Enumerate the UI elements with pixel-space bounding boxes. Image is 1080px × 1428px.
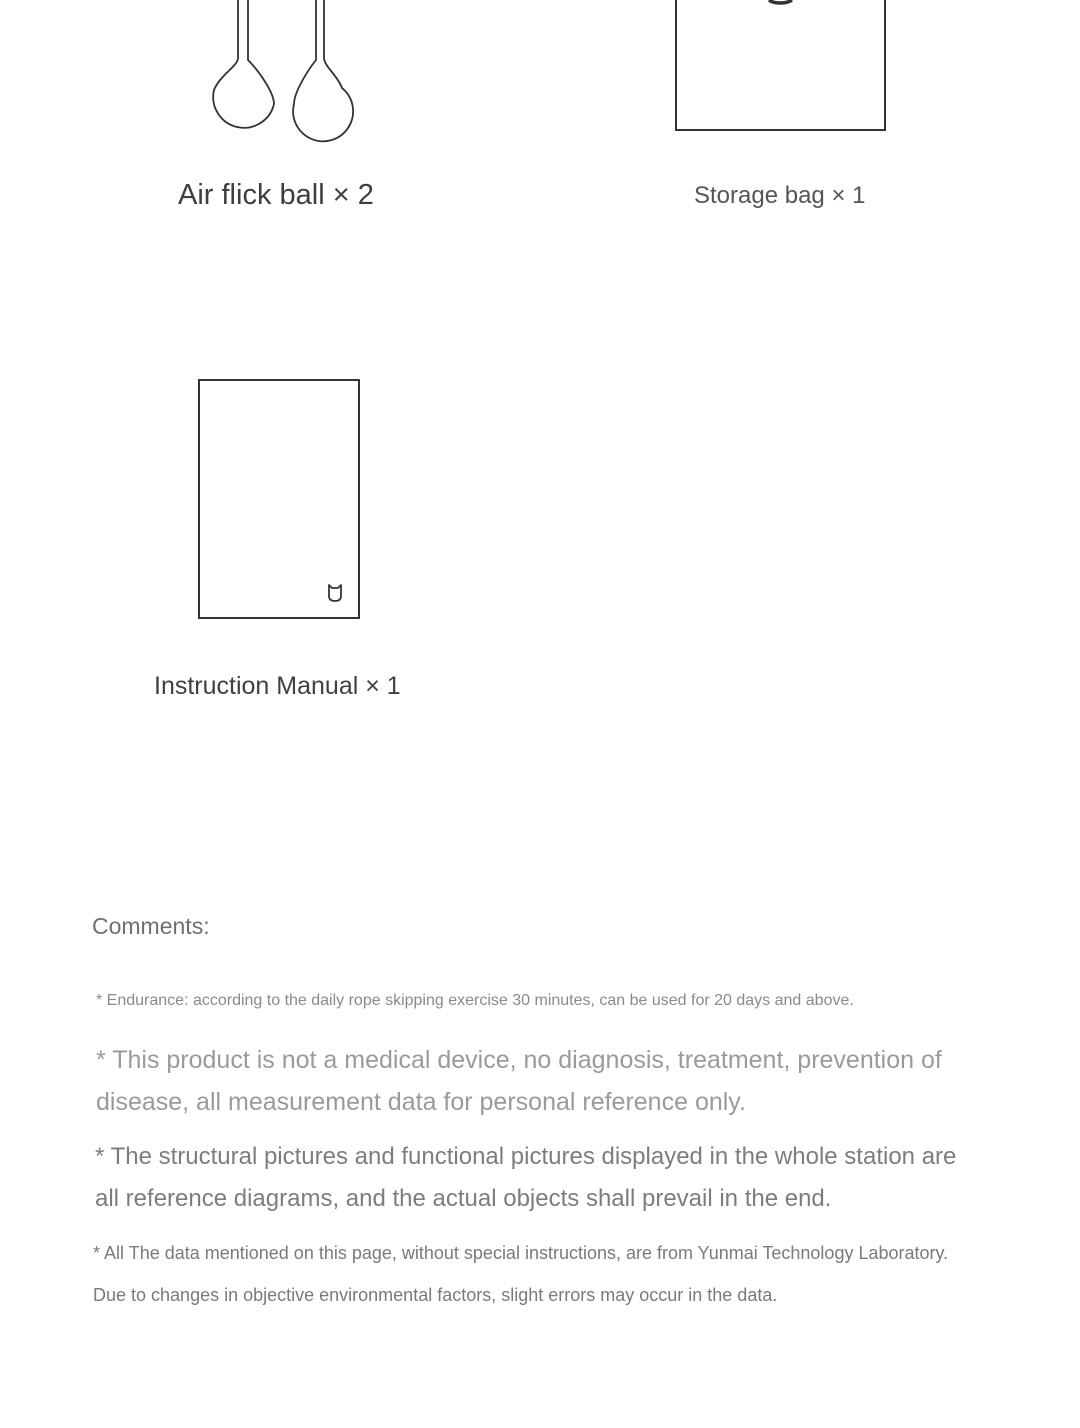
endurance-note: * Endurance: according to the daily rope skipping exercise 30 minutes, can be used for 20 days and above. [96,992,854,1009]
data-source-note: * All The data mentioned on this page, without special instructions, are from Yunmai Technology Laboratory. Due to changes in objective environmental factors, slight errors may occur in the data. [93,1243,949,1305]
air-flick-ball-caption: Air flick ball × 2 [178,179,374,211]
instruction-manual-icon [196,377,362,621]
instruction-manual-caption: Instruction Manual × 1 [154,672,401,700]
reference-diagram-note: * The structural pictures and functional pictures displayed in the whole station are all reference diagrams, and the actual objects shall prevail in the end. [95,1143,957,1212]
medical-disclaimer-note: * This product is not a medical device, no diagnosis, treatment, prevention of disease, all measurement data for personal reference only. [96,1046,942,1116]
storage-bag-icon [670,0,892,136]
mi-logo-icon [329,585,341,601]
storage-bag-caption: Storage bag × 1 [694,182,866,209]
air-flick-ball-icon [200,0,370,145]
comments-heading: Comments: [92,913,210,939]
